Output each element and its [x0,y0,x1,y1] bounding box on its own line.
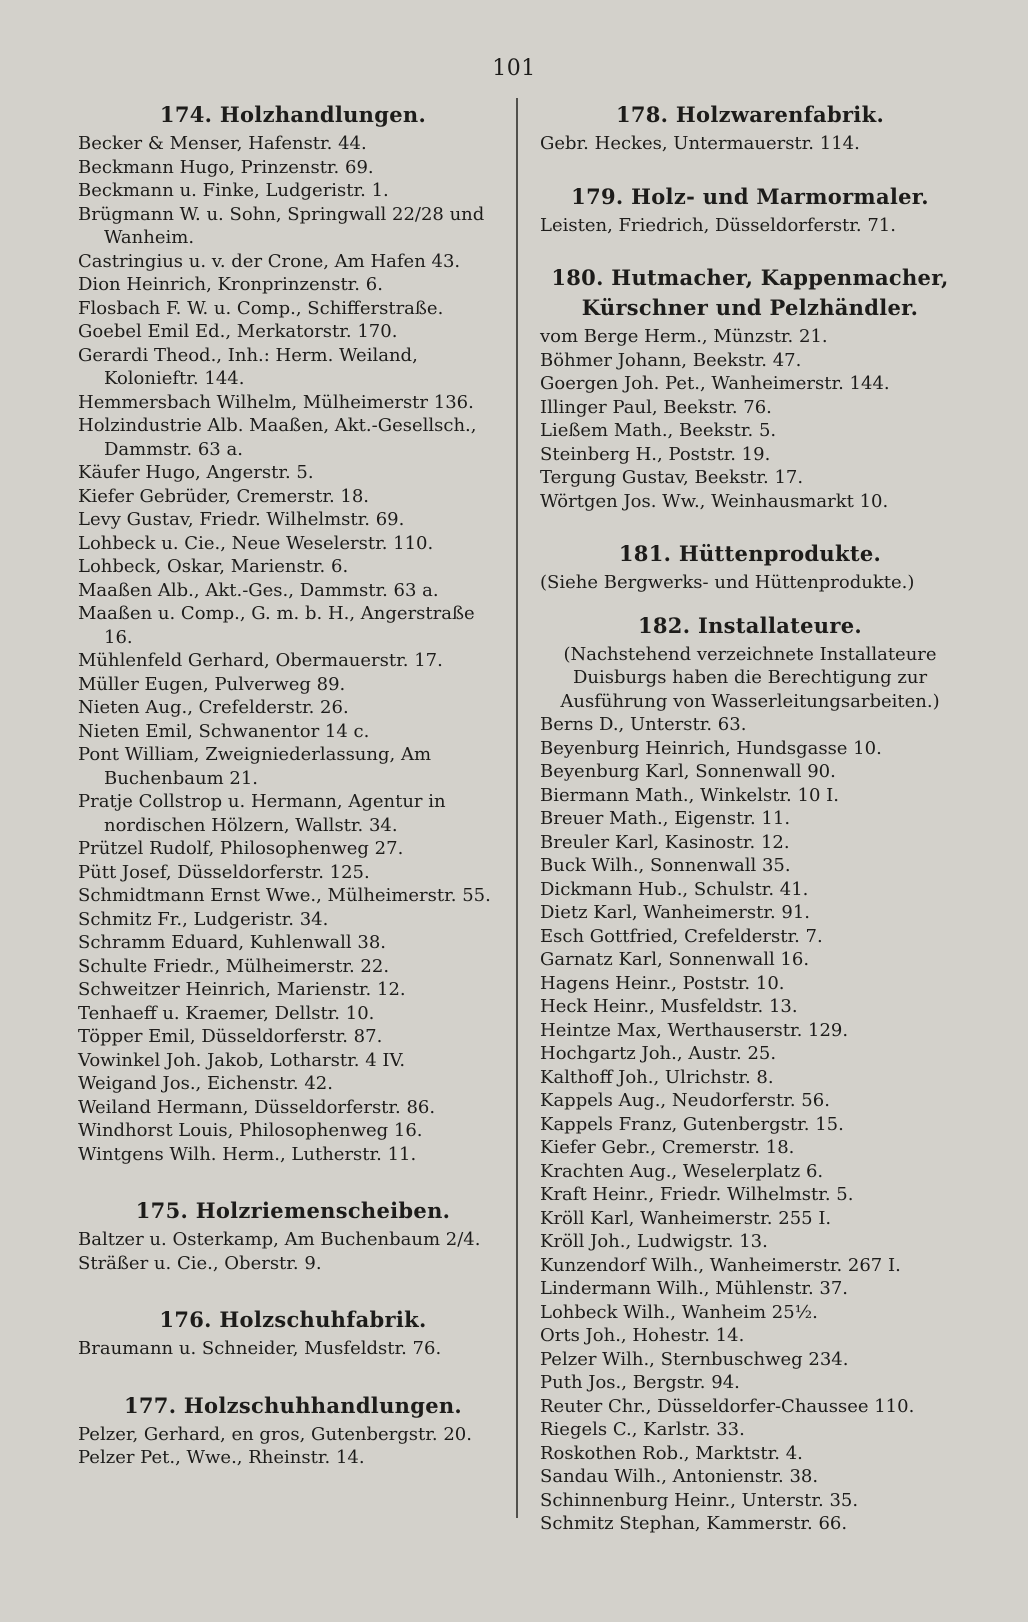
directory-entry: Mühlenfeld Gerhard, Obermauerstr. 17. [78,650,443,671]
directory-entry: Heintze Max, Werthauserstr. 129. [540,1019,849,1041]
section-heading: 174. Holzhandlungen. [159,102,427,127]
section-gap [78,1275,508,1305]
directory-entry: Kröll Joh., Ludwigstr. 13. [540,1231,768,1252]
directory-entry: Kraft Heinr., Friedr. Wilhelmstr. 5. [540,1184,854,1205]
directory-section [78,1391,508,1470]
directory-entry: Garnatz Karl, Sonnenwall 16. [540,949,810,970]
directory-entry: Lohbeck Wilh., Wanheim 25½. [540,1301,818,1323]
directory-entry: Dickmann Hub., Schulstr. 41. [540,878,809,900]
directory-entry: Weigand Jos., Eichenstr. 42. [78,1073,333,1094]
directory-entry: Schmidtmann Ernst Wwe., Mülheimerstr. 55. [78,885,491,906]
directory-entry: Pelzer Wilh., Sternbuschweg 234. [540,1348,849,1370]
directory-entry: Pütt Josef, Düsseldorferstr. 125. [78,861,370,883]
section-gap [540,156,960,182]
directory-entry: Gerardi Theod., Inh.: Herm. Weiland, Kolonieftr. 144. [78,344,418,389]
directory-entry: Beyenburg Heinrich, Hundsgasse 10. [540,737,882,759]
directory-entry: Schmitz Fr., Ludgeristr. 34. [78,908,329,930]
directory-entry: Braumann u. Schneider, Musfeldstr. 76. [78,1338,442,1359]
directory-entry: Käufer Hugo, Angerstr. 5. [78,462,314,483]
directory-entry: Buck Wilh., Sonnenwall 35. [540,855,791,876]
directory-entry: Schulte Friedr., Mülheimerstr. 22. [78,955,390,977]
directory-entry: Reuter Chr., Düsseldorfer-Chaussee 110. [540,1395,915,1417]
directory-entry: Pratje Collstrop u. Hermann, Agentur in nordischen Hölzern, Wallstr. 34. [78,791,446,836]
section-heading: 180. Hutmacher, Kappenmacher, Kürschner und Pelzhändler. [551,265,949,320]
directory-entry: Schweitzer Heinrich, Marienstr. 12. [78,979,406,1000]
directory-entry: Heck Heinr., Musfeldstr. 13. [540,996,798,1017]
directory-entry: Esch Gottfried, Crefelderstr. 7. [540,925,823,947]
directory-entry: Lohbeck, Oskar, Marienstr. 6. [78,556,349,577]
section-heading: 182. Installateure. [637,612,862,638]
section-gap [78,1166,508,1196]
directory-entry: Lohbeck u. Cie., Neue Weselerstr. 110. [78,532,434,554]
directory-entry: Kappels Franz, Gutenbergstr. 15. [540,1113,844,1135]
directory-entry: Schinnenburg Heinr., Unterstr. 35. [540,1489,859,1511]
directory-entry: Nieten Aug., Crefelderstr. 26. [78,697,349,718]
directory-entry: Vowinkel Joh. Jakob, Lotharstr. 4 IV. [78,1049,406,1071]
directory-entry: Kiefer Gebr., Cremerstr. 18. [540,1137,795,1158]
directory-entry: Leisten, Friedrich, Düsseldorferstr. 71. [540,214,896,236]
column-divider [516,98,518,1518]
section-heading: 177. Holzschuhhandlungen. [123,1392,463,1418]
entry-list [540,325,960,513]
entry-list [78,1337,508,1361]
directory-entry: Hagens Heinr., Poststr. 10. [540,972,785,994]
directory-entry: Tenhaeff u. Kraemer, Dellstr. 10. [78,1002,375,1024]
directory-entry: Schramm Eduard, Kuhlenwall 38. [78,932,386,953]
directory-entry: Müller Eugen, Pulverweg 89. [78,673,346,695]
entry-list [540,214,960,238]
section-gap [540,237,960,263]
directory-entry: Biermann Math., Winkelstr. 10 I. [540,784,839,806]
directory-section [540,182,960,238]
directory-entry: Illinger Paul, Beekstr. 76. [540,396,772,418]
directory-section [540,100,960,156]
section-heading: 181. Hüttenprodukte. [618,541,882,566]
section-gap [540,513,960,539]
directory-entry: Weiland Hermann, Düsseldorferstr. 86. [78,1096,436,1118]
directory-entry: Levy Gustav, Friedr. Wilhelmstr. 69. [78,509,405,530]
directory-entry: Beckmann Hugo, Prinzenstr. 69. [78,156,374,178]
directory-entry: Beyenburg Karl, Sonnenwall 90. [540,761,836,782]
directory-entry: Goergen Joh. Pet., Wanheimerstr. 144. [540,373,890,394]
directory-entry: Maaßen u. Comp., G. m. b. H., Angerstraße 16. [78,603,475,648]
directory-entry: Windhorst Louis, Philosophenweg 16. [78,1120,423,1141]
directory-section [540,611,960,1536]
section-note: (Siehe Bergwerks- und Hüttenprodukte.) [540,572,915,593]
section-gap [78,1361,508,1391]
directory-entry: Brügmann W. u. Sohn, Springwall 22/28 und Wanheim. [78,203,485,248]
section-heading: 178. Holzwarenfabrik. [615,102,885,127]
directory-entry: Beckmann u. Finke, Ludgeristr. 1. [78,180,389,201]
directory-entry: Kunzendorf Wilh., Wanheimerstr. 267 I. [540,1254,901,1276]
directory-entry: vom Berge Herm., Münzstr. 21. [540,326,828,347]
directory-entry: Kröll Karl, Wanheimerstr. 255 I. [540,1207,832,1229]
directory-entry: Hemmersbach Wilhelm, Mülheimerstr 136. [78,391,474,413]
directory-entry: Dietz Karl, Wanheimerstr. 91. [540,902,811,923]
entry-list [78,132,508,1166]
directory-entry: Nieten Emil, Schwanentor 14 c. [78,720,370,742]
directory-entry: Kalthoff Joh., Ulrichstr. 8. [540,1066,774,1088]
directory-section [540,539,960,595]
section-gap [540,595,960,611]
directory-entry: Steinberg H., Poststr. 19. [540,443,771,465]
entry-list [540,713,960,1536]
directory-entry: Böhmer Johann, Beekstr. 47. [540,349,802,371]
directory-entry: Kiefer Gebrüder, Cremerstr. 18. [78,485,370,507]
directory-section [540,263,960,513]
directory-section [78,100,508,1166]
directory-entry: Prützel Rudolf, Philosophenweg 27. [78,838,404,859]
directory-entry: Wörtgen Jos. Ww., Weinhausmarkt 10. [540,490,889,512]
directory-section [78,1196,508,1275]
directory-entry: Puth Jos., Bergstr. 94. [540,1372,740,1393]
directory-entry: Schmitz Stephan, Kammerstr. 66. [540,1513,848,1534]
directory-entry: Becker & Menser, Hafenstr. 44. [78,133,367,154]
directory-entry: Sandau Wilh., Antonienstr. 38. [540,1466,819,1487]
directory-entry: Töpper Emil, Düsseldorferstr. 87. [78,1026,383,1047]
section-heading: 175. Holzriemenscheiben. [135,1198,451,1223]
directory-entry: Tergung Gustav, Beekstr. 17. [540,467,804,488]
page-number: 101 [492,56,536,81]
directory-entry: Goebel Emil Ed., Merkatorstr. 170. [78,321,398,342]
directory-entry: Wintgens Wilh. Herm., Lutherstr. 11. [78,1143,417,1165]
directory-entry: Breuler Karl, Kasinostr. 12. [540,831,790,853]
right-column [540,100,960,1536]
section-heading: 179. Holz- und Marmormaler. [571,183,929,209]
directory-entry: Castringius u. v. der Crone, Am Hafen 43. [78,250,461,272]
directory-entry: Pont William, Zweigniederlassung, Am Buchenbaum 21. [78,744,432,789]
directory-entry: Pelzer, Gerhard, en gros, Gutenbergstr. 20. [78,1423,472,1445]
entry-list [540,132,960,156]
directory-entry: Ließem Math., Beekstr. 5. [540,420,777,441]
entry-list [78,1423,508,1470]
directory-entry: Pelzer Pet., Wwe., Rheinstr. 14. [78,1447,365,1468]
directory-entry: Breuer Math., Eigenstr. 11. [540,808,791,829]
directory-entry: Berns D., Unterstr. 63. [540,714,747,735]
directory-entry: Sträßer u. Cie., Oberstr. 9. [78,1252,322,1274]
left-column [78,100,508,1470]
directory-entry: Kappels Aug., Neudorferstr. 56. [540,1090,830,1111]
directory-entry: Roskothen Rob., Marktstr. 4. [540,1442,803,1464]
directory-entry: Gebr. Heckes, Untermauerstr. 114. [540,133,860,154]
directory-entry: Krachten Aug., Weselerplatz 6. [540,1160,824,1182]
directory-entry: Dion Heinrich, Kronprinzenstr. 6. [78,274,383,295]
entry-list [78,1228,508,1275]
section-heading: 176. Holzschuhfabrik. [159,1307,427,1332]
directory-entry: Flosbach F. W. u. Comp., Schifferstraße. [78,297,444,319]
directory-entry: Riegels C., Karlstr. 33. [540,1419,745,1440]
directory-entry: Maaßen Alb., Akt.-Ges., Dammstr. 63 a. [78,579,439,601]
directory-entry: Hochgartz Joh., Austr. 25. [540,1043,777,1064]
section-note: (Nachstehend verzeichnete Installateure Duisburgs haben die Berechtigung zur Ausführung von Wasserleitungsarbeiten.) [560,643,940,712]
directory-entry: Lindermann Wilh., Mühlenstr. 37. [540,1278,849,1299]
directory-entry: Orts Joh., Hohestr. 14. [540,1325,745,1346]
directory-entry: Holzindustrie Alb. Maaßen, Akt.-Gesellsch., Dammstr. 63 a. [78,415,477,460]
directory-section [78,1305,508,1361]
directory-entry: Baltzer u. Osterkamp, Am Buchenbaum 2/4. [78,1229,481,1250]
